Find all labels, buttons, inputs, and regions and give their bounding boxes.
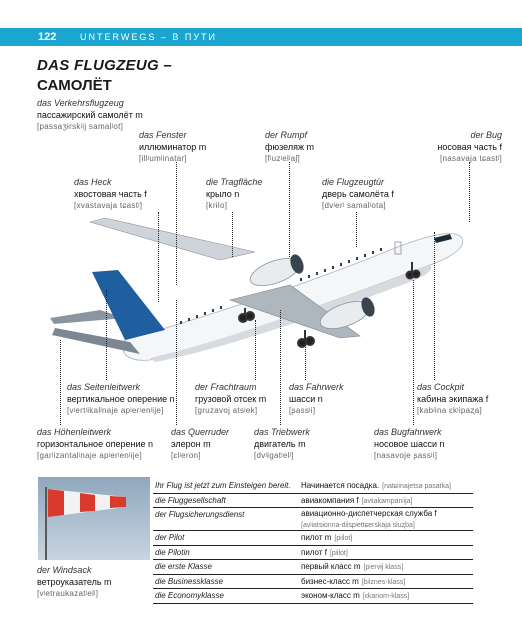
phrase-ru: пилот m	[301, 533, 332, 542]
phrase-de: die Fluggesellschaft	[155, 495, 226, 505]
label-querruder	[171, 427, 229, 462]
term-de: die Tragfläche	[206, 177, 263, 187]
term-ru: иллюминатор m	[139, 141, 207, 152]
label-bug	[437, 130, 502, 165]
windsock-photo	[38, 477, 150, 560]
term-de: der Windsack	[37, 565, 92, 575]
phrase-row	[153, 560, 473, 575]
term-ru: горизонтальное оперение n	[37, 438, 153, 449]
term-ru: ветроуказатель m	[37, 576, 112, 587]
phrase-ru: Начинается посадка.	[301, 481, 380, 490]
term-ru: крыло n	[206, 188, 240, 199]
page-number: 122	[38, 31, 57, 43]
leader-line-bugfahrwerk	[413, 280, 414, 425]
phrase-ru-block	[301, 546, 348, 561]
leader-line-cockpit	[434, 232, 435, 380]
leader-line-rumpf	[289, 162, 290, 257]
term-de: das Höhenleitwerk	[37, 427, 112, 437]
term-de: der Frachtraum	[195, 382, 257, 392]
term-transcription: [passaʒɨrskʲij samalʲot]	[37, 122, 124, 131]
label-flugzeugtuer	[322, 177, 394, 212]
term-de: der Rumpf	[265, 130, 308, 140]
term-ru: шасси n	[289, 393, 323, 404]
label-verkehrsflugzeug	[37, 98, 143, 133]
term-transcription: [garʲizantalʲnaje apʲerʲenʲije]	[37, 451, 143, 460]
phrase-de: die Pilotin	[155, 547, 190, 557]
phrase-ru-block	[301, 531, 352, 546]
phrase-row	[153, 494, 473, 509]
phrase-ru: первый класс m	[301, 562, 361, 571]
leader-line-heck	[158, 212, 159, 302]
term-ru: хвостовая часть f	[74, 188, 147, 199]
term-ru: носовая часть f	[437, 141, 502, 152]
label-windsack	[37, 565, 112, 600]
term-de: der Bug	[470, 130, 502, 140]
phrase-transcription: [pʲilot]	[329, 549, 348, 557]
phrase-row	[153, 546, 473, 561]
term-transcription: [ʂassʲi]	[289, 406, 316, 415]
phrase-ru-block	[301, 479, 451, 494]
term-de: das Verkehrsflugzeug	[37, 98, 124, 108]
phrase-ru-block	[301, 508, 437, 531]
term-transcription: [nasavaja tɕastʲ]	[440, 154, 502, 163]
phrase-row	[153, 508, 473, 531]
leader-line-fenster	[176, 162, 177, 285]
term-de: die Flugzeugtür	[322, 177, 385, 187]
term-de: das Triebwerk	[254, 427, 310, 437]
label-cockpit	[417, 382, 488, 417]
phrase-de: Ihr Flug ist jetzt zum Einsteigen bereit.	[155, 481, 291, 490]
phrase-de: die Businessklasse	[155, 576, 224, 586]
term-transcription: [dvʲigatʲelʲ]	[254, 451, 294, 460]
leader-line-bug	[469, 162, 470, 222]
leader-line-seitenleitwerk	[106, 290, 107, 380]
label-tragflaeche	[206, 177, 262, 212]
term-transcription: [nasavoje ʂassʲi]	[374, 451, 438, 460]
phrase-row	[153, 575, 473, 590]
term-transcription: [vʲetraukazatʲelʲ]	[37, 589, 99, 598]
leader-line-flugzeugtuer	[356, 212, 357, 247]
phrase-transcription: [bʲiznes-klass]	[361, 578, 406, 586]
term-de: das Fenster	[139, 130, 187, 140]
phrase-ru: бизнес-класс m	[301, 576, 359, 586]
label-fahrwerk	[289, 382, 344, 417]
airplane-illustration	[30, 190, 470, 365]
phrase-transcription: [ɛkanom-klass]	[362, 593, 410, 600]
phrase-row	[153, 589, 473, 604]
label-triebwerk	[254, 427, 310, 462]
phrase-transcription: [avʲiakampanʲija]	[361, 497, 413, 505]
leader-line-fahrwerk	[305, 340, 306, 380]
phrase-transcription: [natɕʲinajetsa pasatka]	[382, 483, 451, 490]
term-transcription: [illʲumʲinatar]	[139, 154, 187, 163]
term-transcription: [krɨlo]	[206, 201, 228, 210]
term-transcription: [gruzavoj atsʲek]	[195, 406, 258, 415]
term-transcription: [xvastavaja tɕastʲ]	[74, 201, 143, 210]
term-ru: вертикальное оперение n	[67, 393, 175, 404]
phrase-de: die Economyklasse	[155, 591, 224, 600]
leader-line-querruder	[176, 300, 177, 425]
page-title-de: DAS FLUGZEUG –	[37, 57, 173, 74]
phrase-row	[153, 531, 473, 546]
term-de: das Fahrwerk	[289, 382, 344, 392]
header-band	[0, 28, 522, 46]
term-de: das Cockpit	[417, 382, 465, 392]
term-de: das Querruder	[171, 427, 230, 437]
phrase-ru-block	[301, 560, 403, 575]
term-ru: грузовой отсек m	[195, 393, 267, 404]
label-rumpf	[265, 130, 314, 165]
phrase-transcription: [pʲervɨj klass]	[363, 564, 404, 571]
phrase-ru-block	[301, 575, 405, 590]
phrase-ru-block	[301, 494, 412, 509]
phrase-de: der Pilot	[155, 533, 185, 542]
term-transcription: [ɛlʲeron]	[171, 451, 201, 460]
phrase-de: die erste Klasse	[155, 562, 212, 571]
leader-line-triebwerk	[280, 310, 281, 425]
phrase-ru: эконом-класс m	[301, 591, 360, 600]
phrase-transcription: [avʲiatsɨonna-dʲispʲettɕerskaja sluʐba]	[301, 522, 415, 529]
leader-line-tragflaeche	[232, 212, 233, 257]
term-ru: двигатель m	[254, 438, 306, 449]
label-fenster	[139, 130, 206, 165]
phrase-row	[153, 479, 473, 494]
label-bugfahrwerk	[374, 427, 445, 462]
term-ru: фюзеляж m	[265, 141, 315, 152]
label-hoehenleitwerk	[37, 427, 153, 462]
term-ru: дверь самолёта f	[322, 188, 394, 199]
term-ru: элерон m	[171, 438, 211, 449]
phrase-ru-block	[301, 589, 409, 604]
term-transcription: [vʲertʲikalʲnaje apʲerʲenʲije]	[67, 406, 164, 415]
phrase-ru: авиакомпания f	[301, 495, 359, 505]
label-seitenleitwerk	[67, 382, 175, 417]
section-title: UNTERWEGS – В ПУТИ	[80, 32, 217, 42]
term-ru: пассажирский самолёт m	[37, 109, 143, 120]
phrase-transcription: [pʲilot]	[334, 535, 353, 542]
term-transcription: [dvʲerʲ samalʲota]	[322, 201, 386, 210]
term-transcription: [fʲuzʲelʲaʃ]	[265, 154, 300, 163]
leader-line-frachtraum	[255, 320, 256, 380]
term-ru: кабина экипажа f	[417, 393, 489, 404]
phrase-ru: пилот f	[301, 547, 327, 557]
leader-line-hoehenleitwerk	[60, 340, 61, 425]
phrase-list	[153, 479, 473, 604]
term-de: das Seitenleitwerk	[67, 382, 141, 392]
term-de: das Bugfahrwerk	[374, 427, 442, 437]
term-transcription: [kabʲina ɛkʲipaʐa]	[417, 406, 482, 415]
label-heck	[74, 177, 147, 212]
term-de: das Heck	[74, 177, 112, 187]
page-title-ru: САМОЛЁТ	[37, 77, 112, 94]
phrase-de: der Flugsicherungsdienst	[155, 510, 245, 519]
term-ru: носовое шасси n	[374, 438, 445, 449]
phrase-ru: авиационно-диспетчерская служба f	[301, 509, 437, 518]
label-frachtraum	[195, 382, 266, 417]
